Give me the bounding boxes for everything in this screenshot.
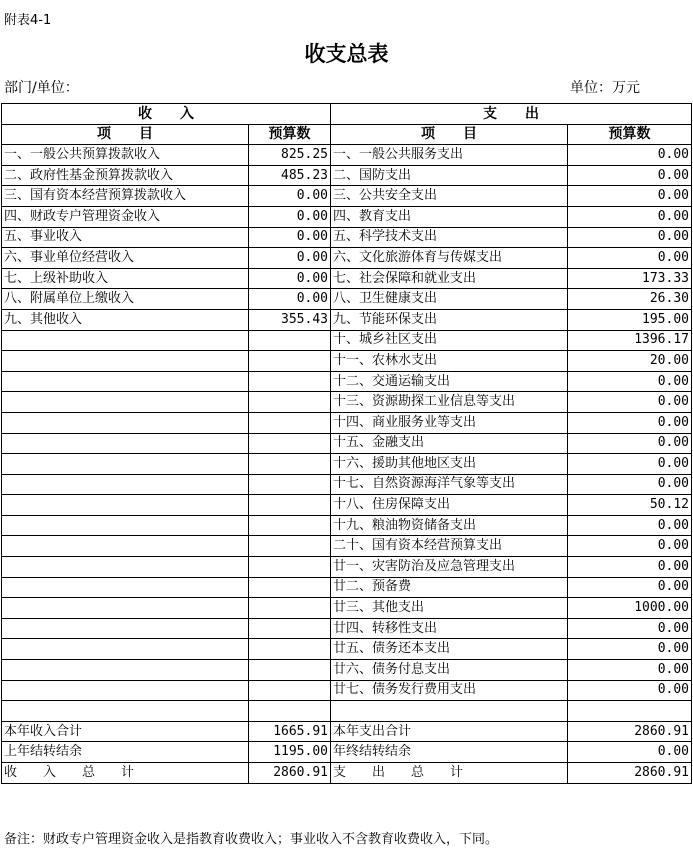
table-row (2, 330, 692, 351)
expense-item-cell: 二、国防支出 (331, 165, 568, 186)
expense-total-label: 本年支出合计 (331, 721, 568, 742)
expense-value-cell: 0.00 (568, 536, 692, 557)
table-row (2, 680, 692, 701)
income-value-cell: 0.00 (249, 206, 331, 227)
expense-value-cell: 195.00 (568, 309, 692, 330)
income-value-cell (249, 618, 331, 639)
expense-item-cell: 十二、交通运输支出 (331, 371, 568, 392)
table-row (2, 392, 692, 413)
table-row (2, 351, 692, 372)
income-item-cell (2, 639, 249, 660)
income-item-cell (2, 680, 249, 701)
expense-value-cell: 0.00 (568, 248, 692, 269)
expense-value-cell: 0.00 (568, 515, 692, 536)
expense-value-cell: 0.00 (568, 412, 692, 433)
expense-item-cell: 廿一、灾害防治及应急管理支出 (331, 557, 568, 578)
expense-group-header: 支 出 (331, 104, 692, 125)
unit-label: 单位：万元 (570, 80, 640, 96)
table-row (2, 536, 692, 557)
expense-value-cell: 0.00 (568, 680, 692, 701)
income-item-cell: 三、国有资本经营预算拨款收入 (2, 186, 249, 207)
expense-value-cell: 1396.17 (568, 330, 692, 351)
expense-item-cell: 二十、国有资本经营预算支出 (331, 536, 568, 557)
expense-value-cell: 0.00 (568, 474, 692, 495)
income-item-cell: 五、事业收入 (2, 227, 249, 248)
income-value-cell (249, 371, 331, 392)
income-value-cell: 355.43 (249, 309, 331, 330)
expense-item-cell: 廿三、其他支出 (331, 598, 568, 619)
income-item-cell (2, 536, 249, 557)
expense-value-cell: 0.00 (568, 557, 692, 578)
income-item-cell (2, 515, 249, 536)
income-item-cell: 二、政府性基金预算拨款收入 (2, 165, 249, 186)
table-row (2, 495, 692, 516)
income-value-cell (249, 351, 331, 372)
expense-total-value: 2860.91 (568, 763, 692, 784)
income-item-cell (2, 351, 249, 372)
income-value-cell (249, 474, 331, 495)
income-item-cell: 八、附属单位上缴收入 (2, 289, 249, 310)
expense-value-cell: 0.00 (568, 371, 692, 392)
income-item-cell (2, 474, 249, 495)
income-value-cell (249, 557, 331, 578)
expense-item-cell: 廿七、债务发行费用支出 (331, 680, 568, 701)
page-title: 收支总表 (304, 42, 389, 66)
empty-cell (331, 701, 568, 722)
income-value-cell: 485.23 (249, 165, 331, 186)
income-total-value: 2860.91 (249, 763, 331, 784)
table-row (2, 598, 692, 619)
table-row (2, 557, 692, 578)
income-item-cell (2, 392, 249, 413)
expense-item-cell: 十五、金融支出 (331, 433, 568, 454)
income-item-cell (2, 330, 249, 351)
spacer-row (2, 701, 692, 722)
table-row (2, 309, 692, 330)
income-value-cell: 0.00 (249, 268, 331, 289)
income-group-header: 收 入 (2, 104, 331, 125)
table-row (2, 186, 692, 207)
table-row (2, 412, 692, 433)
department-label: 部门/单位： (4, 80, 79, 96)
grand-total-row (2, 763, 692, 784)
income-item-cell (2, 433, 249, 454)
income-item-cell (2, 557, 249, 578)
income-value-cell: 0.00 (249, 248, 331, 269)
footnote: 备注：财政专户管理资金收入是指教育收费收入；事业收入不含教育收费收入，下同。 (4, 832, 499, 847)
income-item-cell (2, 412, 249, 433)
income-value-cell (249, 536, 331, 557)
table-row (2, 145, 692, 166)
expense-item-cell: 十七、自然资源海洋气象等支出 (331, 474, 568, 495)
income-item-cell: 六、事业单位经营收入 (2, 248, 249, 269)
income-item-cell: 一、一般公共预算拨款收入 (2, 145, 249, 166)
income-item-cell (2, 577, 249, 598)
expense-item-cell: 十、城乡社区支出 (331, 330, 568, 351)
expense-value-cell: 20.00 (568, 351, 692, 372)
expense-value-cell: 0.00 (568, 165, 692, 186)
income-total-label: 本年收入合计 (2, 721, 249, 742)
expense-value-cell: 0.00 (568, 145, 692, 166)
expense-item-cell: 六、文化旅游体育与传媒支出 (331, 248, 568, 269)
expense-item-cell: 廿二、预备费 (331, 577, 568, 598)
expense-total-label: 支 出 总 计 (331, 763, 568, 784)
income-total-value: 1195.00 (249, 742, 331, 763)
table-row (2, 371, 692, 392)
table-row (2, 454, 692, 475)
income-item-cell: 七、上级补助收入 (2, 268, 249, 289)
expense-item-cell: 廿四、转移性支出 (331, 618, 568, 639)
income-item-cell (2, 371, 249, 392)
income-item-cell (2, 495, 249, 516)
expense-budget-header: 预算数 (568, 124, 692, 145)
expense-item-cell: 五、科学技术支出 (331, 227, 568, 248)
income-value-cell (249, 433, 331, 454)
empty-cell (568, 701, 692, 722)
carryover-row (2, 742, 692, 763)
expense-item-cell: 十一、农林水支出 (331, 351, 568, 372)
expense-item-cell: 一、一般公共服务支出 (331, 145, 568, 166)
attachment-label: 附表4-1 (4, 13, 52, 28)
expense-value-cell: 0.00 (568, 433, 692, 454)
income-value-cell: 825.25 (249, 145, 331, 166)
expense-value-cell: 26.30 (568, 289, 692, 310)
table-row (2, 618, 692, 639)
empty-cell (249, 701, 331, 722)
income-value-cell (249, 454, 331, 475)
income-budget-header: 预算数 (249, 124, 331, 145)
expense-item-cell: 三、公共安全支出 (331, 186, 568, 207)
table-row (2, 165, 692, 186)
expense-total-value: 0.00 (568, 742, 692, 763)
expense-item-header: 项 目 (331, 124, 568, 145)
income-value-cell (249, 515, 331, 536)
expense-item-cell: 七、社会保障和就业支出 (331, 268, 568, 289)
income-value-cell (249, 639, 331, 660)
expense-item-cell: 九、节能环保支出 (331, 309, 568, 330)
expense-item-cell: 十六、援助其他地区支出 (331, 454, 568, 475)
income-total-label: 上年结转结余 (2, 742, 249, 763)
expense-total-value: 2860.91 (568, 721, 692, 742)
expense-value-cell: 0.00 (568, 186, 692, 207)
expense-value-cell: 173.33 (568, 268, 692, 289)
table-group-header-row (2, 104, 692, 125)
income-item-cell (2, 454, 249, 475)
income-value-cell (249, 392, 331, 413)
budget-summary-table (1, 103, 692, 784)
expense-value-cell: 1000.00 (568, 598, 692, 619)
expense-item-cell: 廿六、债务付息支出 (331, 660, 568, 681)
income-total-label: 收 入 总 计 (2, 763, 249, 784)
income-item-cell: 四、财政专户管理资金收入 (2, 206, 249, 227)
income-item-cell (2, 598, 249, 619)
expense-item-cell: 十九、粮油物资储备支出 (331, 515, 568, 536)
income-value-cell (249, 495, 331, 516)
table-row (2, 660, 692, 681)
income-value-cell (249, 330, 331, 351)
income-total-value: 1665.91 (249, 721, 331, 742)
expense-total-label: 年终结转结余 (331, 742, 568, 763)
table-row (2, 474, 692, 495)
expense-value-cell: 50.12 (568, 495, 692, 516)
income-item-cell (2, 660, 249, 681)
expense-item-cell: 十四、商业服务业等支出 (331, 412, 568, 433)
table-row (2, 289, 692, 310)
year-total-row (2, 721, 692, 742)
table-row (2, 577, 692, 598)
income-item-cell (2, 618, 249, 639)
income-value-cell (249, 577, 331, 598)
expense-value-cell: 0.00 (568, 206, 692, 227)
income-value-cell (249, 412, 331, 433)
income-value-cell: 0.00 (249, 186, 331, 207)
table-row (2, 268, 692, 289)
expense-item-cell: 十八、住房保障支出 (331, 495, 568, 516)
table-row (2, 227, 692, 248)
table-row (2, 433, 692, 454)
income-item-header: 项 目 (2, 124, 249, 145)
empty-cell (2, 701, 249, 722)
expense-value-cell: 0.00 (568, 660, 692, 681)
income-value-cell: 0.00 (249, 227, 331, 248)
table-row (2, 515, 692, 536)
income-value-cell (249, 660, 331, 681)
expense-item-cell: 廿五、债务还本支出 (331, 639, 568, 660)
expense-value-cell: 0.00 (568, 227, 692, 248)
table-row (2, 206, 692, 227)
income-value-cell (249, 680, 331, 701)
expense-value-cell: 0.00 (568, 639, 692, 660)
expense-item-cell: 四、教育支出 (331, 206, 568, 227)
expense-value-cell: 0.00 (568, 618, 692, 639)
table-row (2, 248, 692, 269)
income-value-cell (249, 598, 331, 619)
expense-value-cell: 0.00 (568, 577, 692, 598)
table-column-header-row (2, 124, 692, 145)
income-item-cell: 九、其他收入 (2, 309, 249, 330)
income-value-cell: 0.00 (249, 289, 331, 310)
expense-item-cell: 十三、资源勘探工业信息等支出 (331, 392, 568, 413)
expense-value-cell: 0.00 (568, 454, 692, 475)
table-row (2, 639, 692, 660)
expense-item-cell: 八、卫生健康支出 (331, 289, 568, 310)
expense-value-cell: 0.00 (568, 392, 692, 413)
